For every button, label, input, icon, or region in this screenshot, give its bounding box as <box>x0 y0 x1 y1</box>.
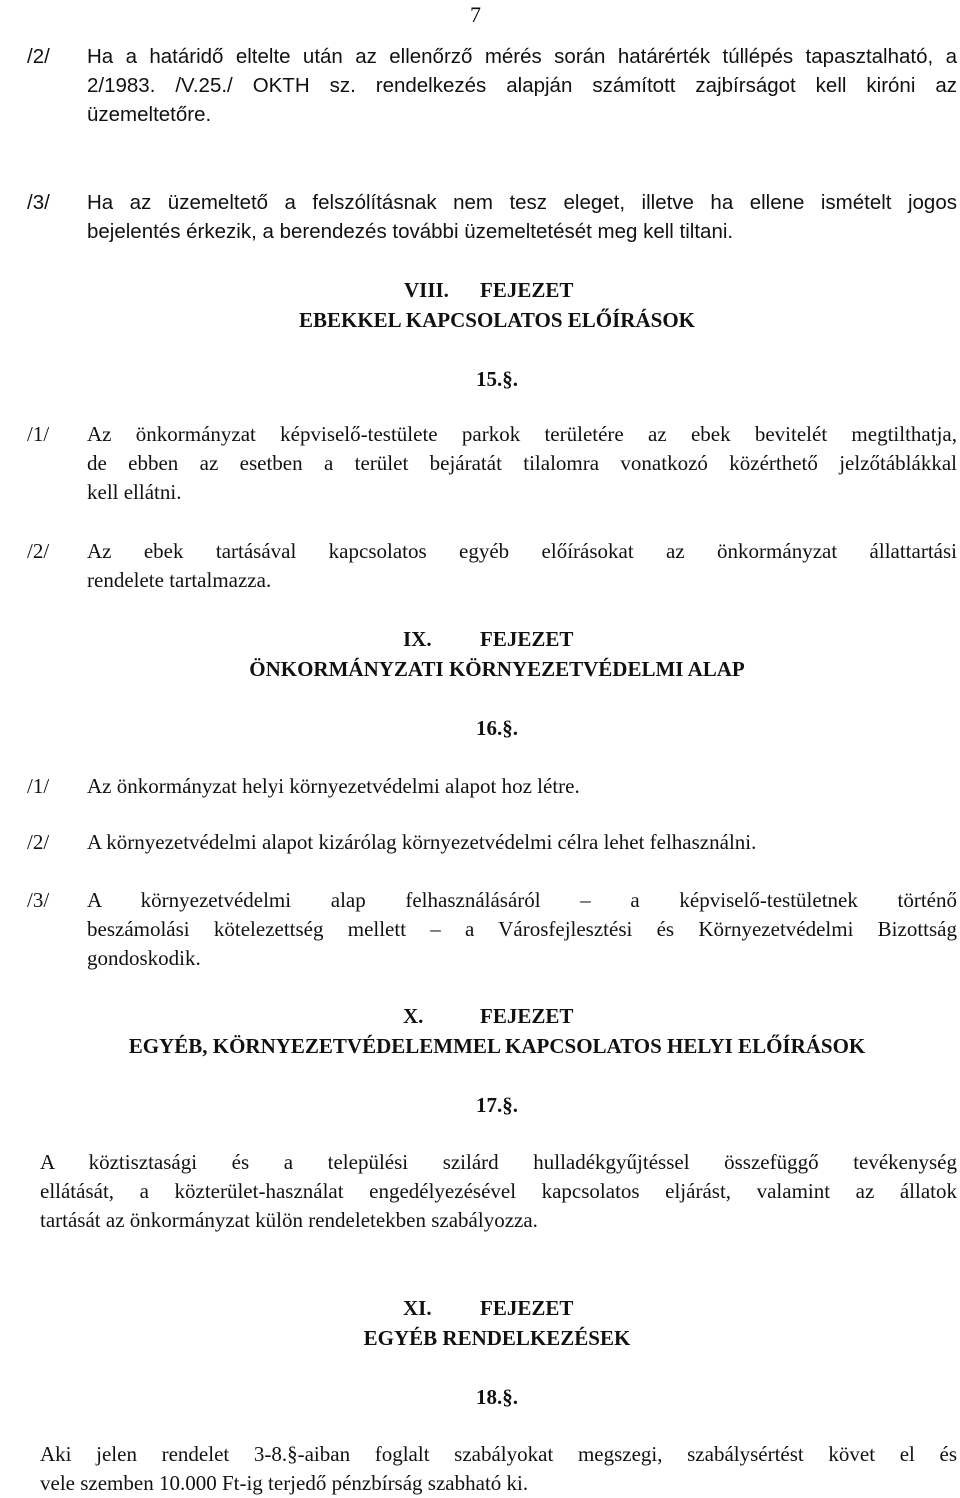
section-15-paragraph-1 <box>27 420 957 507</box>
section-16-paragraph-1 <box>27 772 957 801</box>
chapter-numeral: IX. <box>403 627 432 651</box>
text-line: rendelete tartalmazza. <box>87 568 272 592</box>
text-line: Az önkormányzat képviselő-testülete parkok területére az ebek bevitelét megtilthatja, <box>87 422 957 446</box>
paragraph-label: /2/ <box>27 539 50 563</box>
paragraph-label: /1/ <box>27 422 50 446</box>
text-line: Az ebek tartásával kapcsolatos egyéb előírásokat az önkormányzat állattartási <box>87 539 957 563</box>
chapter-word: FEJEZET <box>480 1296 574 1320</box>
text-line: A környezetvédelmi alap felhasználásáról – a képviselő-testületnek történő <box>87 888 957 912</box>
section-15-paragraph-2 <box>27 537 957 595</box>
text-line: kell ellátni. <box>87 480 182 504</box>
text-line: de ebben az esetben a terület bejáratát tilalomra vonatkozó közérthető jelzőtáblákkal <box>87 451 957 475</box>
chapter-word: FEJEZET <box>480 1004 574 1028</box>
paragraph-2-noise-fine <box>27 42 957 129</box>
section-16-paragraph-3 <box>27 886 957 973</box>
section-17-paragraph <box>40 1148 957 1235</box>
chapter-numeral: VIII. <box>404 278 449 302</box>
paragraph-label: /3/ <box>27 888 50 912</box>
text-line: Ha az üzemeltető a felszólításnak nem tesz eleget, illetve ha ellene ismételt jogos <box>87 191 957 214</box>
text-line: Ha a határidő eltelte után az ellenőrző mérés során határérték túllépés tapasztalható, a <box>87 45 957 68</box>
section-number: 18.§. <box>476 1385 518 1409</box>
paragraph-label: /2/ <box>27 830 50 854</box>
chapter-numeral: X. <box>403 1004 424 1028</box>
paragraph-label: /1/ <box>27 774 50 798</box>
text-line: ellátását, a közterület-használat engedélyezésével kapcsolatos eljárást, valamint az állatok <box>40 1179 957 1203</box>
section-number: 17.§. <box>476 1093 518 1117</box>
text-line: vele szemben 10.000 Ft-ig terjedő pénzbírság szabható ki. <box>40 1471 529 1495</box>
text-line: bejelentés érkezik, a berendezés további üzemeltetését meg kell tiltani. <box>87 220 734 243</box>
chapter-word: FEJEZET <box>480 278 574 302</box>
text-line: beszámolási kötelezettség mellett – a Városfejlesztési és Környezetvédelmi Bizottság <box>87 917 957 941</box>
text-line: Aki jelen rendelet 3-8.§-aiban foglalt szabályokat megszegi, szabálysértést követ el és <box>40 1442 957 1466</box>
paragraph-label: /2/ <box>27 45 50 68</box>
chapter-title: EGYÉB RENDELKEZÉSEK <box>363 1326 631 1350</box>
section-16-paragraph-2 <box>27 828 957 857</box>
text-line: gondoskodik. <box>87 946 201 970</box>
text-line: tartását az önkormányzat külön rendeletekben szabályozza. <box>40 1208 538 1232</box>
paragraph-3-prohibition <box>27 188 957 246</box>
text-line: üzemeltetőre. <box>87 103 212 126</box>
text-line: A köztisztasági és a települési szilárd hulladékgyűjtéssel összefüggő tevékenység <box>40 1150 957 1174</box>
section-number: 16.§. <box>476 716 518 740</box>
chapter-word: FEJEZET <box>480 627 574 651</box>
page-number: 7 <box>470 2 481 27</box>
chapter-title: EGYÉB, KÖRNYEZETVÉDELEMMEL KAPCSOLATOS HELYI ELŐÍRÁSOK <box>128 1034 866 1058</box>
chapter-title: ÖNKORMÁNYZATI KÖRNYEZETVÉDELMI ALAP <box>249 657 745 681</box>
text-line: A környezetvédelmi alapot kizárólag környezetvédelmi célra lehet felhasználni. <box>87 830 757 854</box>
chapter-numeral: XI. <box>403 1296 432 1320</box>
paragraph-label: /3/ <box>27 191 50 214</box>
section-18-paragraph <box>40 1440 957 1498</box>
section-number: 15.§. <box>476 367 518 391</box>
text-line: Az önkormányzat helyi környezetvédelmi alapot hoz létre. <box>87 774 580 798</box>
text-line: 2/1983. /V.25./ OKTH sz. rendelkezés alapján számított zajbírságot kell kiróni az <box>87 74 957 97</box>
chapter-title: EBEKKEL KAPCSOLATOS ELŐÍRÁSOK <box>298 308 695 332</box>
